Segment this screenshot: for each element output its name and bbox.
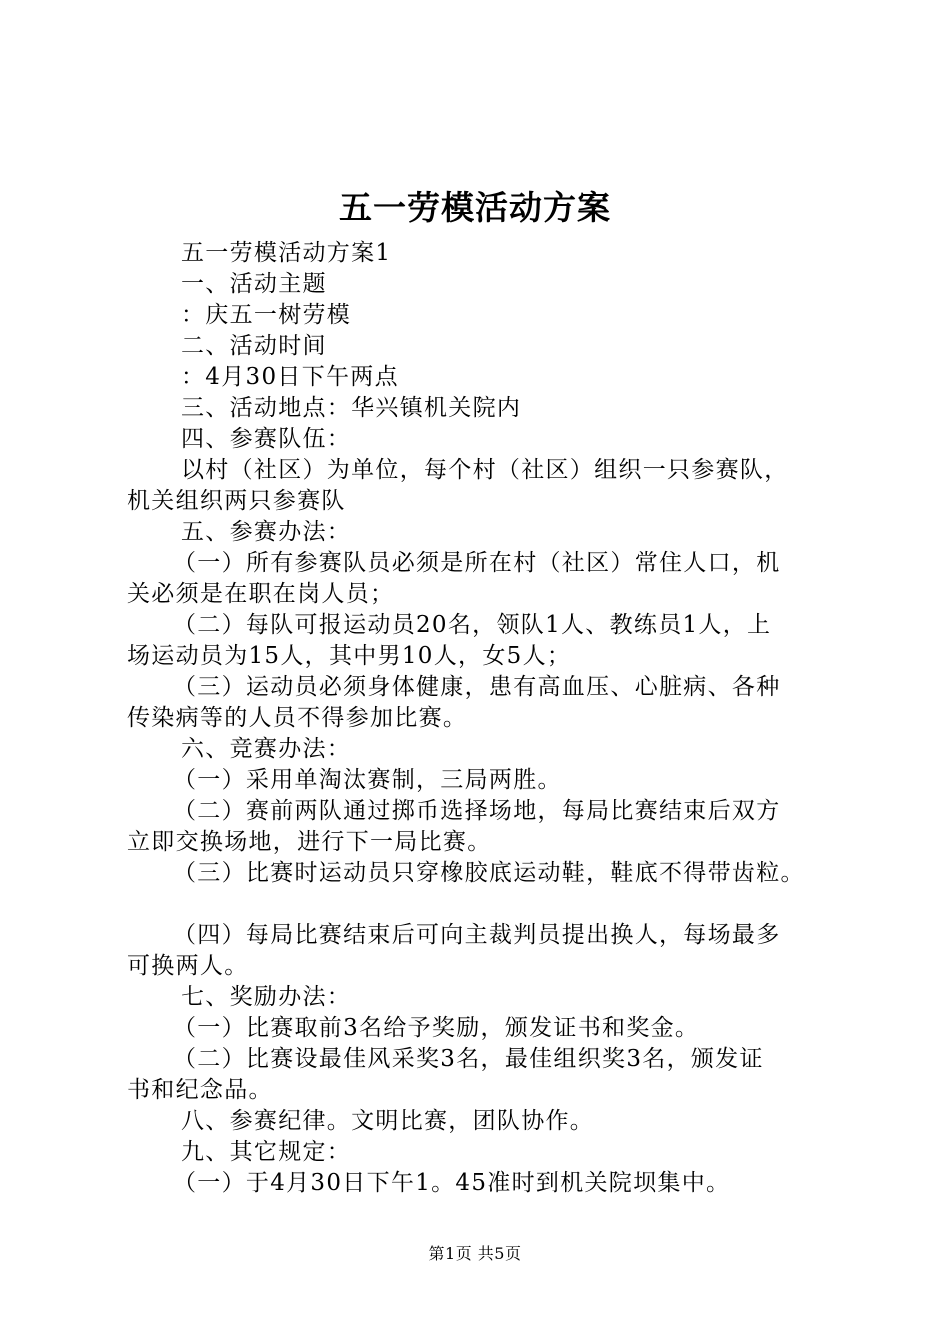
section-9-item-1: （一）于4月30日下午1。45准时到机关院坝集中。 — [173, 1170, 731, 1196]
blank-line — [127, 889, 837, 920]
page-footer: 第1页 共5页 — [428, 1244, 522, 1263]
section-7-item-1: （一）比赛取前3名给予奖励，颁发证书和奖金。 — [173, 1015, 700, 1041]
section-7-item-2: （二）比赛设最佳风采奖3名，最佳组织奖3名，颁发证 — [173, 1046, 764, 1072]
section-6-heading: 六、竞赛办法： — [181, 736, 352, 762]
section-7-heading: 七、奖励办法： — [181, 984, 352, 1010]
section-5-item-1-cont: 关必须是在职在岗人员； — [127, 581, 395, 607]
section-5-heading: 五、参赛办法： — [181, 519, 352, 545]
section-6-item-4-cont: 可换两人。 — [127, 953, 249, 979]
section-6-item-2: （二）赛前两队通过掷币选择场地，每局比赛结束后双方 — [173, 798, 781, 824]
section-4-content: 以村（社区）为单位，每个村（社区）组织一只参赛队， — [181, 457, 789, 483]
section-5-item-2: （二）每队可报运动员20名，领队1人、教练员1人，上 — [173, 612, 772, 638]
section-9-heading: 九、其它规定： — [181, 1139, 352, 1165]
section-5-item-1: （一）所有参赛队员必须是所在村（社区）常住人口，机 — [173, 550, 781, 576]
section-7-item-2-cont: 书和纪念品。 — [127, 1077, 273, 1103]
section-5-item-2-cont: 场运动员为15人，其中男10人，女5人； — [127, 643, 572, 669]
section-1-heading: 一、活动主题 — [181, 271, 327, 297]
section-4-heading: 四、参赛队伍： — [181, 426, 352, 452]
section-6-item-4: （四）每局比赛结束后可向主裁判员提出换人，每场最多 — [173, 922, 781, 948]
plan-heading: 五一劳模活动方案1 — [181, 240, 392, 266]
section-2-heading: 二、活动时间 — [181, 333, 327, 359]
section-8-line: 八、参赛纪律。文明比赛，团队协作。 — [181, 1108, 595, 1134]
section-6-item-1: （一）采用单淘汰赛制，三局两胜。 — [173, 767, 562, 793]
section-4-content-cont: 机关组织两只参赛队 — [127, 488, 346, 514]
document-title: 五一劳模活动方案 — [339, 188, 611, 227]
section-2-content: ：4月30日下午两点 — [181, 364, 399, 390]
document-body — [127, 238, 837, 1199]
section-5-item-3: （三）运动员必须身体健康，患有高血压、心脏病、各种 — [173, 674, 781, 700]
section-3-line: 三、活动地点：华兴镇机关院内 — [181, 395, 522, 421]
section-6-item-2-cont: 立即交换场地，进行下一局比赛。 — [127, 829, 492, 855]
section-6-item-3: （三）比赛时运动员只穿橡胶底运动鞋，鞋底不得带齿粒。 — [173, 860, 805, 886]
section-1-content: ：庆五一树劳模 — [181, 302, 352, 328]
section-5-item-3-cont: 传染病等的人员不得参加比赛。 — [127, 705, 468, 731]
